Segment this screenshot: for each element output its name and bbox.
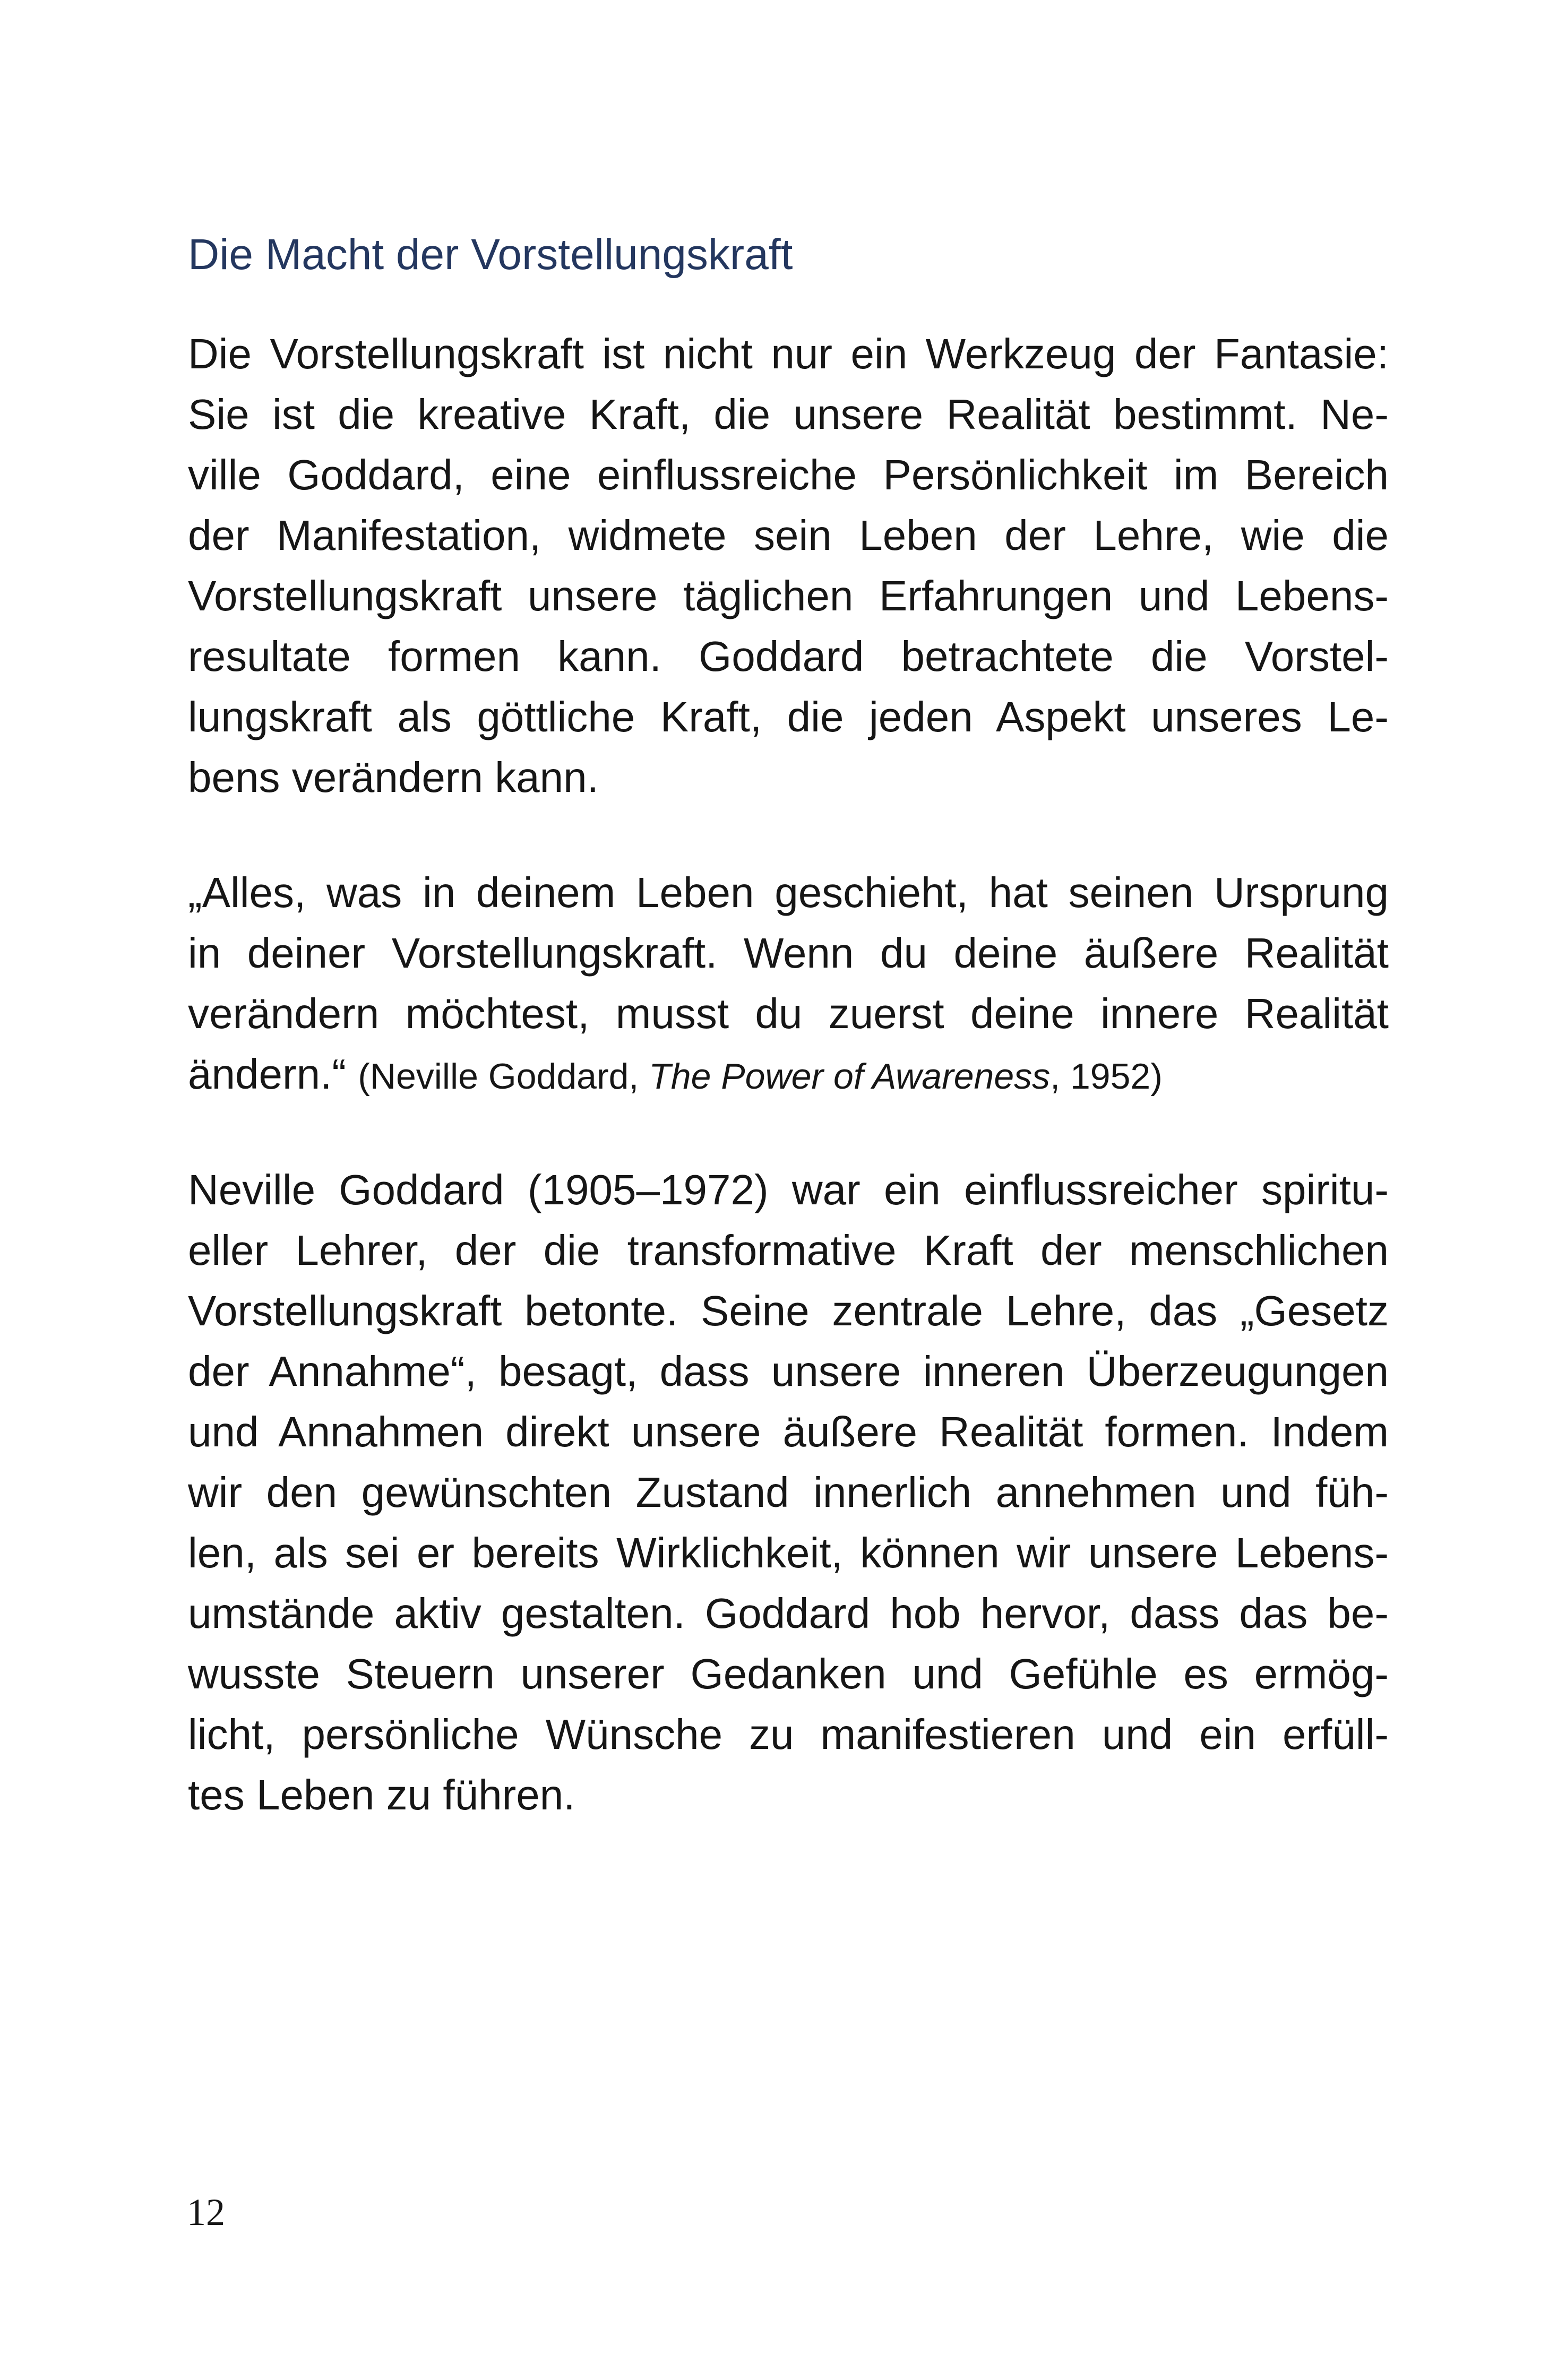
quote-line: in deiner Vorstellungskraft. Wenn du deine äußere Realität [188, 929, 1389, 977]
paragraph-line: resultate formen kann. Goddard betrachtete die Vorstel- [188, 633, 1389, 680]
paragraph-biography [188, 1160, 1389, 1825]
paragraph-line: der Annahme“, besagt, dass unsere inneren Überzeugungen [188, 1348, 1389, 1395]
section-heading: Die Macht der Vorstellungskraft [188, 230, 793, 279]
paragraph-line: Neville Goddard (1905–1972) war ein einflussreicher spiritu- [188, 1166, 1389, 1213]
quote-citation [358, 1056, 1163, 1097]
paragraph-line: Vorstellungskraft betonte. Seine zentrale Lehre, das „Gesetz [188, 1287, 1389, 1334]
citation-title: The Power of Awareness [649, 1056, 1051, 1097]
paragraph-line: der Manifestation, widmete sein Leben der Lehre, wie die [188, 512, 1389, 559]
paragraph-line: wir den gewünschten Zustand innerlich annehmen und füh- [188, 1469, 1389, 1516]
quote-block [188, 863, 1389, 1105]
paragraph-line: eller Lehrer, der die transformative Kraft der menschlichen [188, 1227, 1389, 1274]
paragraph-line: Vorstellungskraft unsere täglichen Erfahrungen und Lebens- [188, 572, 1389, 619]
paragraph-line: licht, persönliche Wünsche zu manifestieren und ein erfüll- [188, 1711, 1389, 1758]
paragraph-line: tes Leben zu führen. [188, 1771, 575, 1818]
page-number: 12 [187, 2191, 225, 2234]
paragraph-intro [188, 324, 1389, 808]
citation-year: , 1952) [1050, 1056, 1163, 1097]
paragraph-line: Die Vorstellungskraft ist nicht nur ein Werkzeug der Fantasie: [188, 330, 1389, 377]
quote-line: verändern möchtest, musst du zuerst deine innere Realität [188, 990, 1389, 1037]
paragraph-line: wusste Steuern unserer Gedanken und Gefühle es ermög- [188, 1650, 1389, 1697]
citation-author: (Neville Goddard, [358, 1056, 649, 1097]
paragraph-line: Sie ist die kreative Kraft, die unsere Realität bestimmt. Ne- [188, 391, 1389, 438]
paragraph-line: ville Goddard, eine einflussreiche Persönlichkeit im Bereich [188, 451, 1389, 498]
paragraph-line: und Annahmen direkt unsere äußere Realität formen. Indem [188, 1408, 1389, 1455]
paragraph-line: len, als sei er bereits Wirklichkeit, können wir unsere Lebens- [188, 1529, 1389, 1576]
quote-end: ändern.“ [188, 1050, 346, 1098]
paragraph-line: lungskraft als göttliche Kraft, die jeden Aspekt unseres Le- [188, 693, 1389, 740]
paragraph-line: umstände aktiv gestalten. Goddard hob hervor, dass das be- [188, 1590, 1389, 1637]
quote-last-line [188, 1044, 1389, 1105]
quote-line: „Alles, was in deinem Leben geschieht, hat seinen Ursprung [188, 869, 1389, 916]
paragraph-line: bens verändern kann. [188, 754, 599, 801]
